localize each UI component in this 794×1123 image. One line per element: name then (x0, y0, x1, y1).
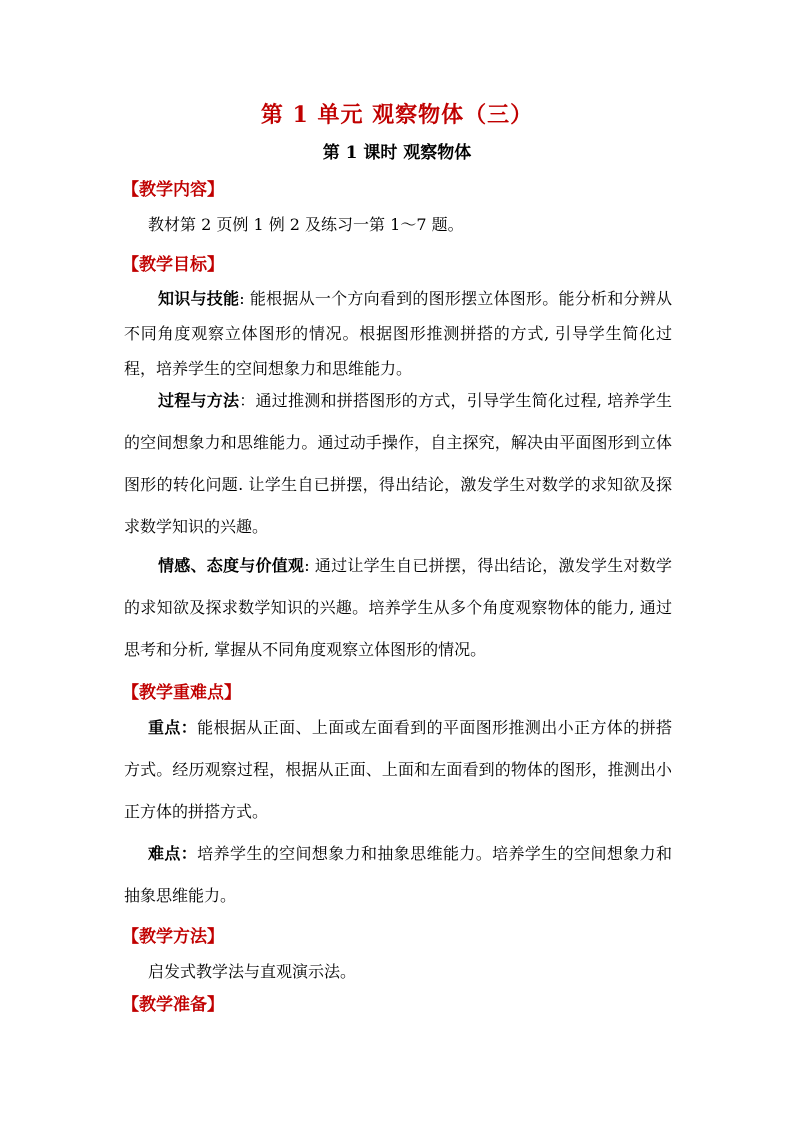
lesson-subtitle: 第 1 课时 观察物体 (322, 143, 472, 163)
goal-knowledge-paragraph (124, 281, 672, 386)
difficulty-paragraph (124, 833, 672, 917)
key-point-lead: 重点： (148, 718, 198, 737)
heading-teaching-preparation: 【教学准备】 (122, 995, 224, 1015)
difficulty-text: 培养学生的空间想象力和抽象思维能力。培养学生的空间想象力和抽象思维能力。 (124, 844, 672, 905)
goal-emotion-lead: 情感、态度与价值观 (158, 556, 305, 575)
goal-process-text: ：通过推测和拼搭图形的方式，引导学生简化过程, 培养学生的空间想象力和思维能力。通过动手操作，自主探究，解决由平面图形到立体图形的转化问题. 让学生自已拼摆，得出结论，激发学生对数学的求知欲及探求数学知识的兴趣。 (124, 391, 672, 536)
heading-teaching-content: 【教学内容】 (122, 180, 224, 200)
key-point-paragraph (124, 707, 672, 833)
heading-teaching-goals: 【教学目标】 (122, 255, 224, 275)
difficulty-lead: 难点： (148, 844, 198, 863)
goal-knowledge-lead: 知识与技能 (158, 289, 240, 308)
goal-emotion-text: : 通过让学生自已拼摆，得出结论，激发学生对数学的求知欲及探求数学知识的兴趣。培养学生从多个角度观察物体的能力, 通过思考和分析, 掌握从不同角度观察立体图形的情况。 (124, 556, 672, 659)
goal-process-paragraph (124, 380, 672, 548)
key-point-text: 能根据从正面、上面或左面看到的平面图形推测出小正方体的拼搭方式。经历观察过程，根据从正面、上面和左面看到的物体的图形，推测出小正方体的拼搭方式。 (124, 718, 672, 821)
teaching-methods-text: 启发式教学法与直观演示法。 (148, 962, 357, 981)
document-title: 第 1 单元 观察物体（三） (260, 102, 534, 128)
goal-emotion-paragraph (124, 545, 672, 671)
teaching-content-text: 教材第 2 页例 1 例 2 及练习一第 1～7 题。 (148, 215, 464, 234)
heading-teaching-methods: 【教学方法】 (122, 927, 224, 947)
goal-process-lead: 过程与方法 (158, 391, 240, 410)
heading-key-points: 【教学重难点】 (122, 683, 241, 703)
goal-knowledge-text: : 能根据从一个方向看到的图形摆立体图形。能分析和分辨从不同角度观察立体图形的情况。根据图形推测拼搭的方式, 引导学生简化过程，培养学生的空间想象力和思维能力。 (124, 289, 672, 378)
